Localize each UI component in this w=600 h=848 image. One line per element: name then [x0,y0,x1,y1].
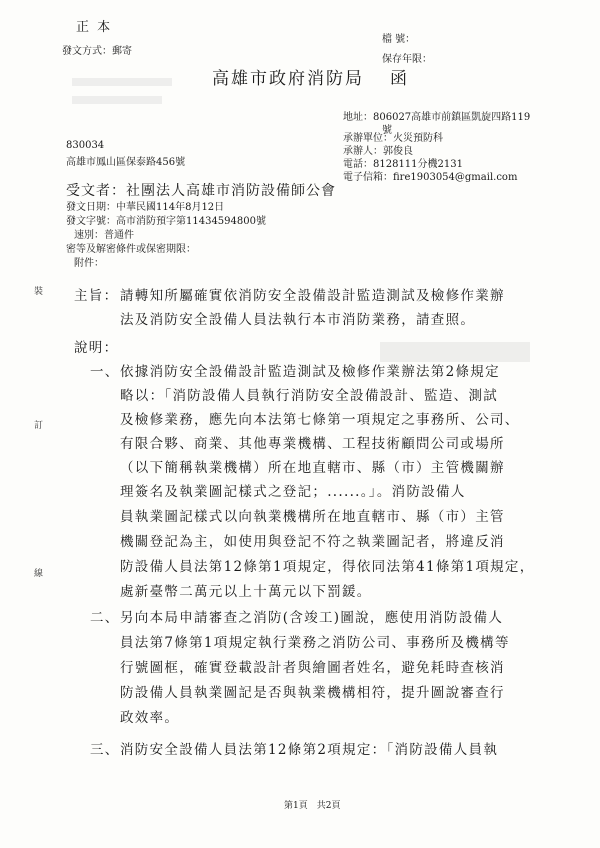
item-1-line-5: （以下簡稱執業機構）所在地直轄市、縣（市）主管機關辦 [120,460,505,476]
item-1-line-7: 員執業圖記樣式以向執業機構所在地直轄市、縣（市）主管 [120,509,505,525]
classification: 密等及解密條件或保密期限： [66,244,196,255]
item-1-line-3: 及檢修業務，應先向本法第七條第一項規定之事務所、公司、 [120,412,520,428]
file-number-label: 檔 號： [382,34,416,45]
email: 電子信箱：fire1903054@gmail.com [343,172,518,183]
recipient-address: 高雄市鳳山區保泰路456號 [66,157,186,168]
handler-name: 承辦人：郭俊良 [343,146,413,157]
explanation-label: 說明： [74,340,119,356]
item-3-number: 三、 [90,742,120,758]
binding-mark-bottom: 線 [34,569,44,579]
item-3-line-1: 消防安全設備人員法第12條第2項規定：「消防設備人員執 [120,742,499,758]
phone-number: 電話：8128111分機2131 [343,159,463,170]
item-1-line-9: 防設備人員法第12條第1項規定，得依同法第41條第1項規定， [120,559,535,575]
subject-line-1: 請轉知所屬確實依消防安全設備設計監造測試及檢修作業辦 [120,288,505,304]
item-2-number: 二、 [90,610,120,626]
item-2-line-1: 另向本局申請審查之消防(含竣工)圖說，應使用消防設備人 [120,610,504,626]
bleed-through-mark [70,74,180,114]
item-1-number: 一、 [90,364,120,380]
recipient-zip: 830034 [66,140,105,151]
item-1-line-6: 理簽名及執業圖記樣式之登記；......。」。消防設備人 [120,484,466,500]
item-2-line-3: 行號圖框，確實登載設計者與繪圖者姓名，避免耗時查核消 [120,660,505,676]
binding-mark-top: 裝 [34,287,44,297]
subject-line-2: 法及消防安全設備人員法執行本市消防業務，請查照。 [120,312,476,328]
attachment: 附件： [74,258,104,269]
agency-address: 地址：806027高雄市前鎮區凱旋四路119 [343,112,531,123]
agency-address-cont: 號 [382,125,392,136]
speed-class: 速別：普通件 [74,230,134,241]
binding-mark-middle: 訂 [34,421,44,431]
document-number: 發文字號：高市消防預字第11434594800號 [66,216,266,227]
recipient: 受文者：社團法人高雄市消防設備師公會 [66,183,336,199]
item-1-line-8: 機關登記為主，如使用與登記不符之執業圖記者，將違反消 [120,534,505,550]
item-1-line-1: 依據消防安全設備設計監造測試及檢修作業辦法第2條規定 [120,364,500,380]
item-1-line-10: 處新臺幣二萬元以上十萬元以下罰鍰。 [120,584,372,600]
copy-mark: 正 本 [76,20,113,35]
item-2-line-2: 員法第7條第1項規定執行業務之消防公司、事務所及機構等 [120,635,510,651]
item-2-line-4: 防設備人員執業圖記是否與執業機構相符，提升圖說審查行 [120,685,505,701]
subject-label: 主旨： [74,288,119,304]
issue-date: 發文日期：中華民國114年8月12日 [66,202,225,213]
page-indicator: 第1頁 共2頁 [284,801,341,811]
handling-unit: 承辦單位：火災預防科 [343,133,443,144]
item-1-line-4: 有限合夥、商業、其他專業機構、工程技術顧問公司或場所 [120,436,505,452]
send-method: 發文方式：郵寄 [62,46,132,57]
item-2-line-5: 政效率。 [120,710,180,726]
document-type: 函 [390,69,409,89]
item-1-line-2: 略以：「消防設備人員執行消防安全設備設計、監造、測試 [120,388,499,404]
agency-title: 高雄市政府消防局 [212,69,364,89]
retention-label: 保存年限： [382,54,432,65]
